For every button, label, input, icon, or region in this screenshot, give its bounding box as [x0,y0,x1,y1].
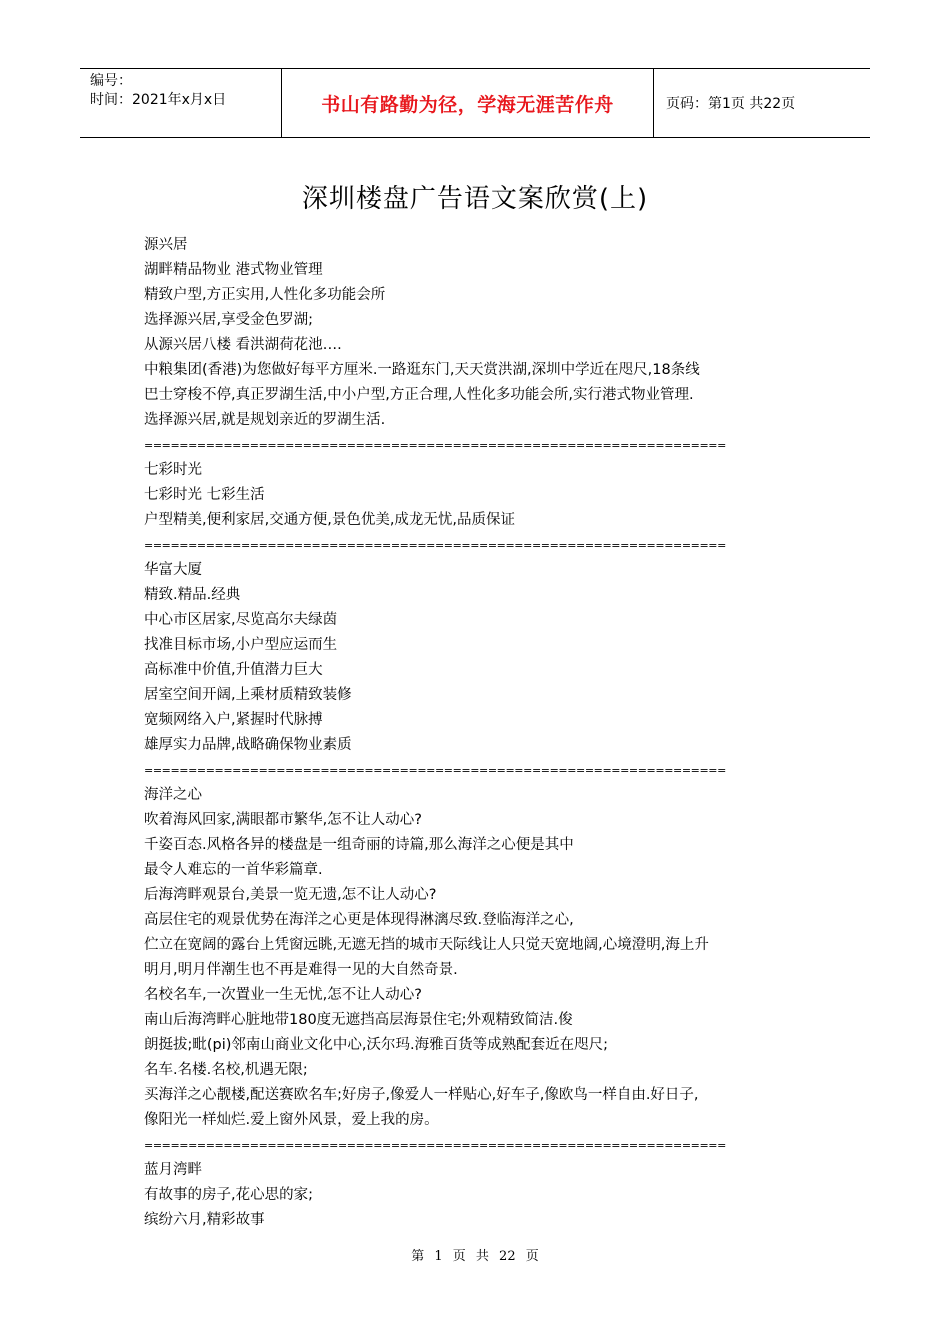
header-motto: 书山有路勤为径，学海无涯苦作舟 [281,69,654,137]
text-line: 精致.精品.经典 [144,587,241,603]
text-line: 有故事的房子,花心思的家; [144,1187,313,1203]
section-heading: 海洋之心 [144,787,202,803]
text-line: 名车.名楼.名校,机遇无限; [144,1062,308,1078]
text-line: 巴士穿梭不停,真正罗湖生活,中小户型,方正合理,人性化多功能会所,实行港式物业管理. [144,387,694,403]
text-line: 伫立在宽阔的露台上凭窗远眺,无遮无挡的城市天际线让人只觉天宽地阔,心境澄明,海上升 [144,937,709,953]
document-body [144,233,824,1233]
ad-section [144,233,824,433]
header-page-code: 页码：第1页 共22页 [666,96,796,112]
header-meta [80,69,281,137]
text-line: 后海湾畔观景台,美景一览无遗,怎不让人动心? [144,887,437,903]
text-line: 选择源兴居,就是规划亲近的罗湖生活. [144,412,386,428]
section-separator: ================================================================== [144,764,726,777]
text-line: 像阳光一样灿烂.爱上窗外风景，爱上我的房。 [144,1112,439,1128]
ad-section [144,1158,824,1233]
ad-section [144,783,824,1133]
text-line: 南山后海湾畔心脏地带180度无遮挡高层海景住宅;外观精致简洁.俊 [144,1012,573,1028]
text-line: 宽频网络入户,紧握时代脉搏 [144,712,323,728]
document-title: 深圳楼盘广告语文案欣赏(上) [301,184,649,214]
section-heading: 华富大厦 [144,562,202,578]
text-line: 七彩时光 七彩生活 [144,487,265,503]
text-line: 户型精美,便利家居,交通方便,景色优美,成龙无忧,品质保证 [144,512,516,528]
doc-date-label: 时间：2021年x月x日 [90,92,227,108]
text-line: 雄厚实力品牌,战略确保物业素质 [144,737,352,753]
text-line: 从源兴居八楼 看洪湖荷花池…. [144,337,342,353]
section-separator: ================================================================== [144,1139,726,1152]
section-heading: 源兴居 [144,237,188,253]
text-line: 买海洋之心靓楼,配送赛欧名车;好房子,像爱人一样贴心,好车子,像欧鸟一样自由.好日子, [144,1087,699,1103]
doc-number-label: 编号： [90,73,132,89]
text-line: 明月,明月伴潮生也不再是难得一见的大自然奇景. [144,962,458,978]
text-line: 缤纷六月,精彩故事 [144,1212,265,1228]
ad-section [144,558,824,758]
text-line: 高标准中价值,升值潜力巨大 [144,662,323,678]
section-separator: ================================================================== [144,439,726,452]
text-line: 精致户型,方正实用,人性化多功能会所 [144,287,386,303]
text-line: 中粮集团(香港)为您做好每平方厘米.一路逛东门,天天赏洪湖,深圳中学近在咫尺,18条线 [144,362,700,378]
text-line: 高层住宅的观景优势在海洋之心更是体现得淋漓尽致.登临海洋之心, [144,912,574,928]
section-separator: ================================================================== [144,539,726,552]
text-line: 千姿百态.风格各异的楼盘是一组奇丽的诗篇,那么海洋之心便是其中 [144,837,574,853]
section-heading: 七彩时光 [144,462,202,478]
text-line: 吹着海风回家,满眼都市繁华,怎不让人动心? [144,812,422,828]
text-line: 选择源兴居,享受金色罗湖; [144,312,313,328]
text-line: 居室空间开阔,上乘材质精致装修 [144,687,352,703]
text-line: 湖畔精品物业 港式物业管理 [144,262,323,278]
section-heading: 蓝月湾畔 [144,1162,202,1178]
ad-section [144,458,824,533]
text-line: 找准目标市场,小户型应运而生 [144,637,338,653]
page-footer: 第 1 页 共 22 页 [411,1249,539,1264]
text-line: 中心市区居家,尽览高尔夫绿茵 [144,612,338,628]
text-line: 最令人难忘的一首华彩篇章. [144,862,323,878]
page-header [80,68,870,138]
text-line: 名校名车,一次置业一生无忧,怎不让人动心? [144,987,422,1003]
text-line: 朗挺拔;毗(pi)邻南山商业文化中心,沃尔玛.海雅百货等成熟配套近在咫尺; [144,1037,609,1053]
